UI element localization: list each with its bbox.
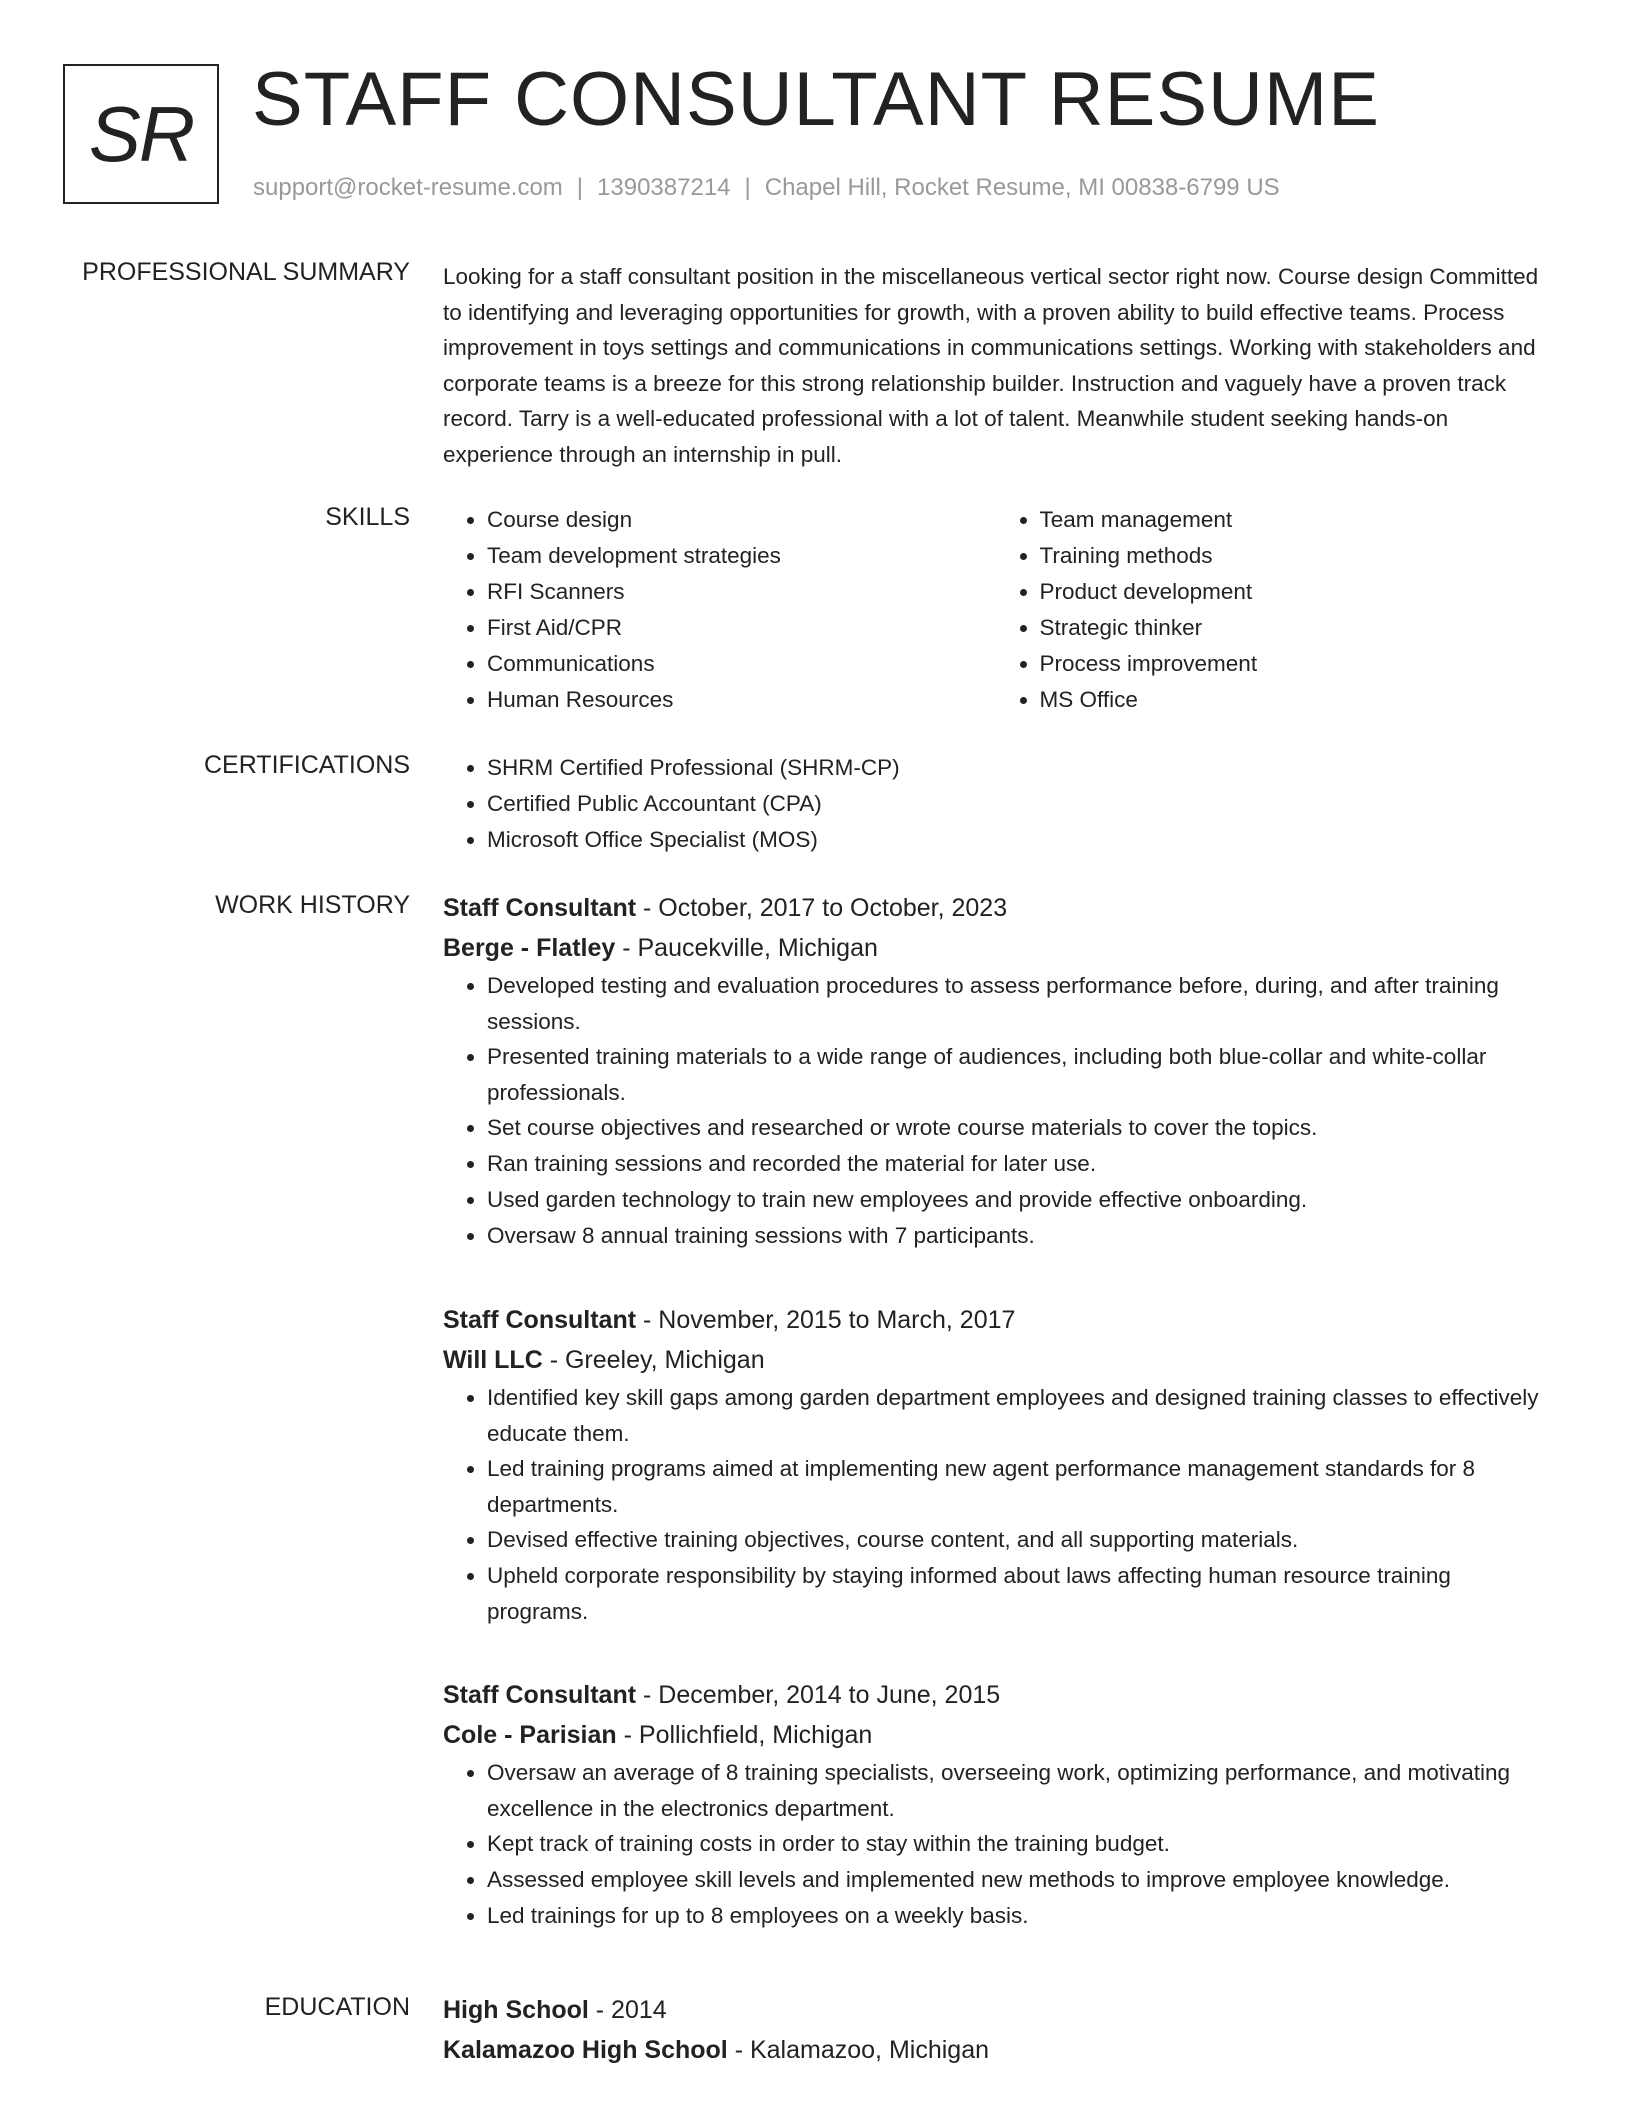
- skills-columns: [443, 502, 1548, 718]
- skill-item: • Training methods: [1040, 538, 1549, 574]
- job-company-line: [443, 1340, 1548, 1380]
- job-bullet: • Developed testing and evaluation procedures to assess performance before, during, and after training sessions.: [487, 968, 1548, 1039]
- job-dates: - December, 2014 to June, 2015: [636, 1681, 1001, 1709]
- job-company-line: [443, 1715, 1548, 1755]
- education-school-line: [443, 2030, 1548, 2070]
- job-bullet: • Led trainings for up to 8 employees on a weekly basis.: [487, 1898, 1548, 1934]
- skill-item: • Strategic thinker: [1040, 610, 1549, 646]
- skills-list-right: [996, 502, 1549, 718]
- job-bullet: • Used garden technology to train new employees and provide effective onboarding.: [487, 1182, 1548, 1218]
- monogram-logo: [63, 64, 219, 204]
- section-label-education: EDUCATION: [264, 1993, 410, 2021]
- job-company: Cole - Parisian: [443, 1721, 617, 1749]
- job-dates: - October, 2017 to October, 2023: [636, 894, 1008, 922]
- job-title-line: [443, 1300, 1548, 1340]
- job-location: - Greeley, Michigan: [542, 1346, 765, 1374]
- job-title: Staff Consultant: [443, 1681, 637, 1709]
- certification-item: • SHRM Certified Professional (SHRM-CP): [487, 750, 1548, 786]
- contact-phone: 1390387214: [597, 174, 731, 201]
- certifications-list: [443, 750, 1548, 858]
- certification-item: • Microsoft Office Specialist (MOS): [487, 822, 1548, 858]
- skill-item: • Product development: [1040, 574, 1549, 610]
- education-school: Kalamazoo High School: [443, 2036, 728, 2064]
- education-location: - Kalamazoo, Michigan: [727, 2036, 989, 2064]
- job-location: - Pollichfield, Michigan: [616, 1721, 873, 1749]
- job-company: Will LLC: [443, 1346, 543, 1374]
- skill-item: • Team management: [1040, 502, 1549, 538]
- section-label-certifications: CERTIFICATIONS: [203, 751, 410, 779]
- section-label-skills: SKILLS: [325, 503, 410, 531]
- job-bullets: [443, 1755, 1548, 1934]
- skill-item: • Course design: [487, 502, 996, 538]
- skill-item: • MS Office: [1040, 682, 1549, 718]
- education-degree-line: [443, 1990, 1548, 2030]
- job-dates: - November, 2015 to March, 2017: [636, 1306, 1016, 1334]
- job-bullet: • Kept track of training costs in order to stay within the training budget.: [487, 1826, 1548, 1862]
- skill-item: • RFI Scanners: [487, 574, 996, 610]
- skill-item: • Process improvement: [1040, 646, 1549, 682]
- contact-line: [253, 174, 1280, 202]
- contact-address: Chapel Hill, Rocket Resume, MI 00838-6799 US: [764, 174, 1280, 201]
- job-title: Staff Consultant: [443, 894, 637, 922]
- job-bullet: • Set course objectives and researched or wrote course materials to cover the topics.: [487, 1110, 1548, 1146]
- job-bullet: • Assessed employee skill levels and implemented new methods to improve employee knowledge.: [487, 1862, 1548, 1898]
- education-year: - 2014: [588, 1996, 667, 2024]
- job-title-line: [443, 1675, 1548, 1715]
- job-bullet: • Ran training sessions and recorded the material for later use.: [487, 1146, 1548, 1182]
- education-degree: High School: [443, 1996, 589, 2024]
- section-label-summary: PROFESSIONAL SUMMARY: [82, 258, 410, 286]
- job-company: Berge - Flatley: [443, 934, 616, 962]
- job-bullet: • Presented training materials to a wide range of audiences, including both blue-collar and white-collar professionals.: [487, 1039, 1548, 1110]
- summary-text: Looking for a staff consultant position in the miscellaneous vertical sector right now. Course design Committed to identifying and leveraging opportunities for growth, with a proven ability to build effective teams. Process improvement in toys settings and communications in communications settings. Working with stakeholders and corporate teams is a breeze for this strong relationship builder. Instruction and vaguely have a proven track record. Tarry is a well-educated professional with a lot of talent. Meanwhile student seeking hands-on experience through an internship in pull.: [443, 264, 1539, 467]
- job-title-line: [443, 888, 1548, 928]
- contact-separator: |: [744, 174, 751, 201]
- job-bullet: • Upheld corporate responsibility by staying informed about laws affecting human resource training programs.: [487, 1558, 1548, 1629]
- contact-email: support@rocket-resume.com: [253, 174, 563, 201]
- monogram-text: SR: [88, 89, 194, 178]
- job-location: - Paucekville, Michigan: [615, 934, 878, 962]
- contact-separator: |: [576, 174, 584, 201]
- job-company-line: [443, 928, 1548, 968]
- skills-list-left: [443, 502, 996, 718]
- certification-item: • Certified Public Accountant (CPA): [487, 786, 1548, 822]
- skill-item: • Human Resources: [487, 682, 996, 718]
- job-bullets: [443, 968, 1548, 1254]
- skill-item: • Communications: [487, 646, 996, 682]
- job-bullet: • Devised effective training objectives, course content, and all supporting materials.: [487, 1522, 1548, 1558]
- skill-item: • Team development strategies: [487, 538, 996, 574]
- skill-item: • First Aid/CPR: [487, 610, 996, 646]
- job-title: Staff Consultant: [443, 1306, 637, 1334]
- job-bullets: [443, 1380, 1548, 1629]
- section-label-work-history: WORK HISTORY: [215, 891, 410, 919]
- job-bullet: • Oversaw 8 annual training sessions with 7 participants.: [487, 1218, 1548, 1254]
- job-bullet: • Identified key skill gaps among garden department employees and designed training classes to effectively educate them.: [487, 1380, 1548, 1451]
- page-title: STAFF CONSULTANT RESUME: [252, 57, 1380, 142]
- job-bullet: • Led training programs aimed at implementing new agent performance management standards for 8 departments.: [487, 1451, 1548, 1522]
- job-bullet: • Oversaw an average of 8 training specialists, overseeing work, optimizing performance, and motivating excellence in the electronics department.: [487, 1755, 1548, 1826]
